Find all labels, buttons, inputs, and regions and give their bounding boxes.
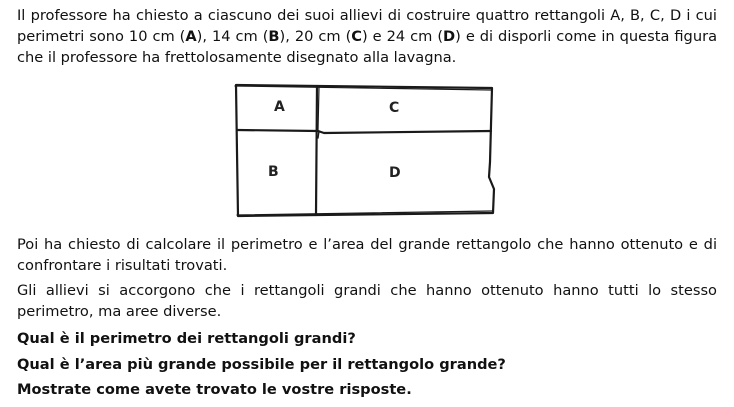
question-max-area: Qual è l’area più grande possibile per il rettangolo grande? [17,356,506,373]
paragraph-three: Gli allievi si accorgono che i rettangoli grandi che hanno ottenuto hanno tutti lo stesso perimetro, ma aree diverse. [17,282,717,320]
question-show-work: Mostrate come avete trovato le vostre risposte. [17,381,412,398]
intro-bold-a: A [185,28,197,45]
intro-text-3: ), 20 cm ( [279,28,352,45]
intro-text-1: Il professore ha chiesto a ciascuno dei suoi allievi di costruire quattro rettangoli A, B, C, D i cui perimetri sono 10 cm ( [17,7,717,45]
paragraph-two: Poi ha chiesto di calcolare il perimetro e l’area del grande rettangolo che hanno ottenuto e di confrontare i risultati trovati. [17,236,717,274]
intro-text-5: ) e di disporli come in questa figura che il professore ha frettolosamente disegnato alla lavagna. [17,28,718,66]
horizontal-divider [237,130,491,133]
question-perimeter: Qual è il perimetro dei rettangoli grandi? [17,330,356,347]
intro-text-2: ), 14 cm ( [196,28,269,45]
intro-bold-d: D [443,28,456,45]
rectangles-sketch [228,82,500,220]
label-d: D [389,165,401,181]
vertical-divider [316,86,317,215]
label-b: B [268,164,279,180]
label-c: C [389,100,400,116]
intro-bold-c: C [351,28,362,45]
label-a: A [274,99,285,115]
intro-text-4: ) e 24 cm ( [362,28,444,45]
intro-paragraph [17,5,717,68]
intro-bold-b: B [268,28,280,45]
